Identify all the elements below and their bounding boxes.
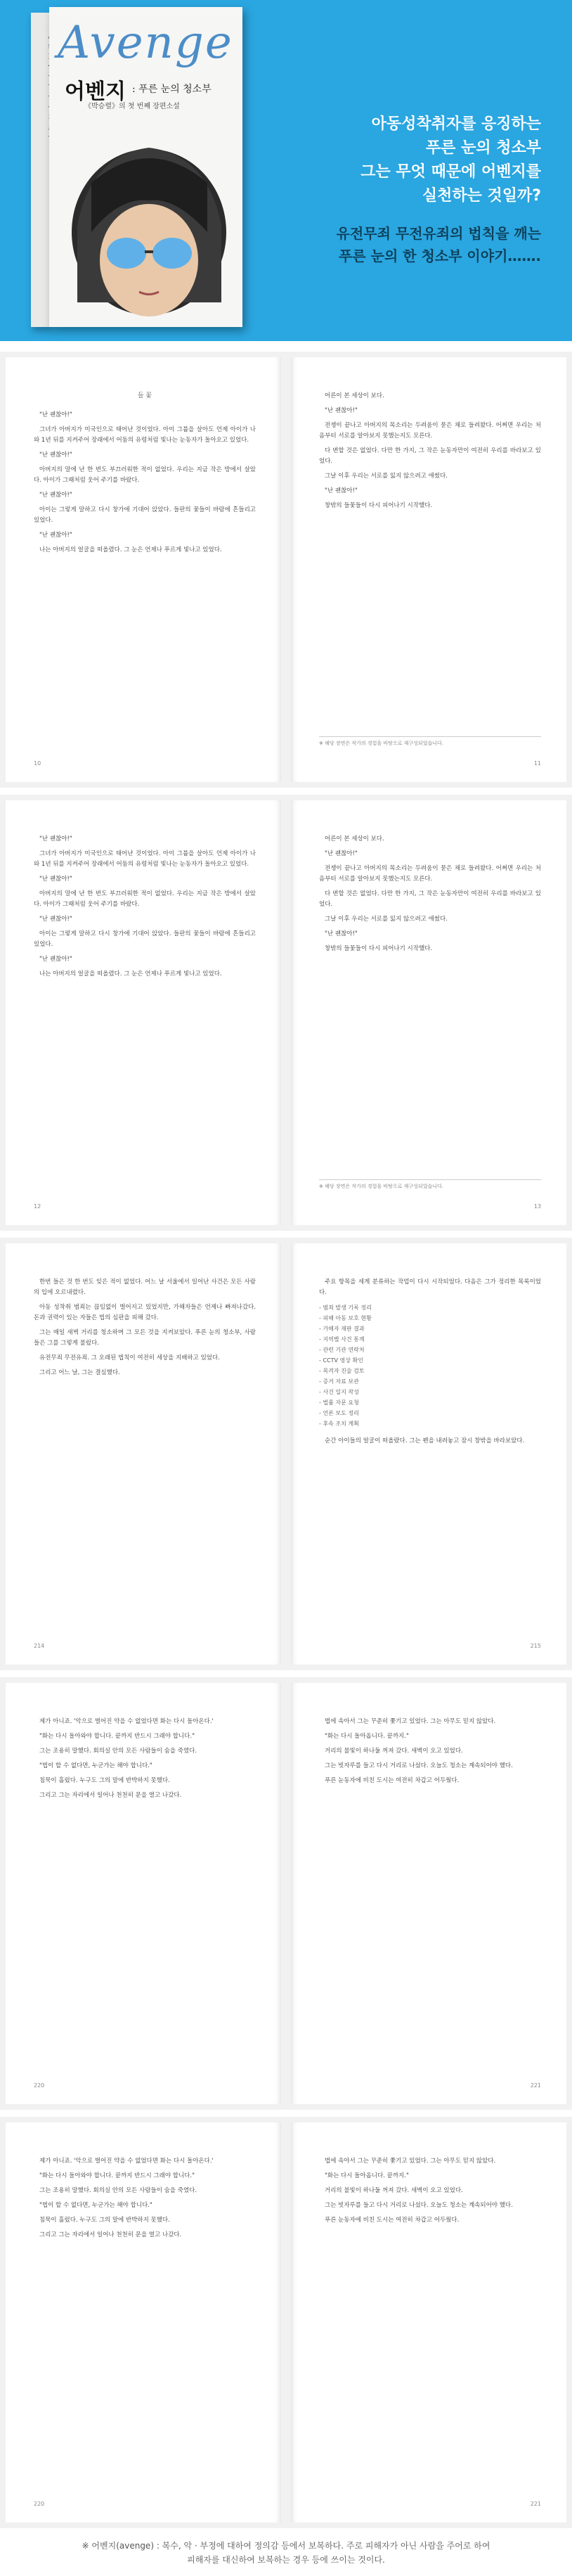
bullet-item: - 사건 일지 작성 [319,1387,541,1397]
paragraph: 그녀가 아버지가 미국인으로 태어난 것이었다. 아이 그룹을 살아도 언제 아이가 나와 1년 뒤를 지켜주어 장래에서 어둠의 유령처럼 빛나는 눈동자가 돌아오고 있었다. [34,426,256,444]
book-spread [0,1238,572,1670]
paragraph: 다 변할 것은 없었다. 다만 한 가지, 그 작은 눈동자만이 여전히 우리를 바라보고 있었다. [319,890,541,908]
book-cover [21,7,260,331]
left-page [6,2122,281,2523]
paragraph: "난 괜찮아!" [39,492,72,499]
paragraph: 침묵이 흘렀다. 누구도 그의 말에 반박하지 못했다. [39,2217,170,2224]
headline-line: 실천하는 것일까? [422,187,541,205]
paragraph: 전쟁이 끝나고 아버지의 목소리는 두려움이 묻은 채로 들려왔다. 어쩌면 우리는 처음부터 서로를 알아보지 못했는지도 모른다. [319,865,541,883]
paragraph: "난 괜찮아!" [325,930,358,937]
page-text [319,1717,541,1790]
bullet-item: - 후속 조치 계획 [319,1418,541,1429]
paragraph: 제가 아니죠. '악으로 벌어진 약을 수 없었다면 화는 다시 돌아온다.' [39,2158,214,2165]
right-page [291,800,566,1225]
paragraph: 주요 항목을 세게 분류하는 작업이 다시 시작되었다. 다음은 그가 정리한 목록이었다. [319,1279,541,1296]
footnote: ※ 해당 장면은 작가의 경험을 바탕으로 재구성되었습니다. [319,1179,541,1190]
paragraph: 푸른 눈동자에 비친 도시는 여전히 차갑고 어두웠다. [325,1777,460,1784]
paragraph: "난 괜찮아!" [39,532,72,539]
paragraph: 창밖의 들꽃들이 다시 피어나기 시작했다. [325,945,433,952]
paragraph: "법이 할 수 없다면, 누군가는 해야 합니다." [39,1762,152,1769]
footer-note [0,2532,572,2576]
left-page [6,357,281,782]
paragraph: 그는 매일 새벽 거리를 청소하며 그 모든 것을 지켜보았다. 푸른 눈의 청소부, 사람들은 그를 그렇게 불렀다. [34,1329,256,1347]
page-number: 10 [34,760,41,767]
paragraph: 아이는 그렇게 말하고 다시 창가에 기대어 앉았다. 들판의 꽃들이 바람에 흔들리고 있었다. [34,506,256,524]
paragraph: 그는 빗자루를 들고 다시 거리로 나섰다. 오늘도 청소는 계속되어야 했다. [325,2202,513,2209]
footnote: ※ 해당 장면은 작가의 경험을 바탕으로 재구성되었습니다. [319,736,541,747]
bullet-list [319,1302,541,1429]
left-page [6,800,281,1225]
paragraph: "난 괜찮아!" [325,487,358,494]
book-spine [31,13,51,327]
chapter-title: 들 꽃 [137,392,152,399]
paragraph: "난 괜찮아!" [39,956,72,963]
bullet-item: - 언론 보도 정리 [319,1408,541,1418]
bullet-item: - 목격자 진술 검토 [319,1366,541,1376]
footer-line: 피해자를 대신하여 보복하는 경우 등에 쓰이는 것이다. [187,2555,385,2565]
bullet-item: - 지역별 사건 통계 [319,1334,541,1345]
page-number: 221 [530,2082,541,2089]
page-text [34,834,256,984]
paragraph: 그날 이후 우리는 서로를 잃지 않으려고 애썼다. [325,473,448,480]
paragraph: 그날 이후 우리는 서로를 잃지 않으려고 애썼다. [325,916,448,923]
paragraph: "화는 다시 돌아옵니다. 끝까지." [325,1733,409,1740]
paragraph: 아이는 그렇게 말하고 다시 창가에 기대어 앉았다. 들판의 꽃들이 바람에 흔들리고 있었다. [34,930,256,948]
paragraph: 그리고 어느 날, 그는 결심했다. [39,1369,120,1376]
right-page [291,357,566,782]
page-text [34,1277,256,1383]
paragraph: 그리고 그는 자리에서 일어나 천천히 문을 열고 나갔다. [39,2231,182,2238]
paragraph: 그녀가 아버지가 미국인으로 태어난 것이었다. 아이 그룹을 살아도 언제 아이가 나와 1년 뒤를 지켜주어 장래에서 어둠의 유령처럼 빛나는 눈동자가 돌아오고 있었다. [34,850,256,868]
paragraph: 아버지의 말에 난 한 번도 부끄러워한 적이 없었다. 우리는 지금 작은 방에서 살았다. 아이가 그때처럼 웃어 주기를 바랐다. [34,466,256,484]
page-number: 215 [530,1643,541,1649]
book-spread [0,795,572,1231]
paragraph: 그는 조용히 말했다. 회의실 안의 모든 사람들이 숨을 죽였다. [39,1748,197,1755]
page-text [319,834,541,959]
paragraph: 어른이 본 세상이 보다. [325,835,384,842]
right-page [291,2122,566,2523]
page-text [319,391,541,515]
footer-line: ※ 어벤지(avenge) : 복수, 악 · 부정에 대하여 정의감 등에서 보복하다. 주로 피해자가 아닌 사람을 주어로 하여 [82,2541,490,2551]
page-number: 220 [34,2501,45,2507]
paragraph: 나는 아버지의 얼굴을 떠올렸다. 그 눈은 언제나 푸르게 빛나고 있었다. [39,546,222,553]
bullet-item: - 법률 자문 요청 [319,1397,541,1408]
page-text [34,391,256,560]
book-tagline: 《박승렬》의 첫 번째 장편소설 [84,103,180,110]
paragraph: 전쟁이 끝나고 아버지의 목소리는 두려움이 묻은 채로 들려왔다. 어쩌면 우리는 처음부터 서로를 알아보지 못했는지도 모른다. [319,422,541,440]
paragraph: 그리고 그는 자리에서 일어나 천천히 문을 열고 나갔다. [39,1792,182,1799]
paragraph: 거리의 불빛이 하나둘 꺼져 갔다. 새벽이 오고 있었다. [325,1748,463,1755]
paragraph: "난 괜찮아!" [39,916,72,923]
paragraph: "난 괜찮아!" [39,411,72,418]
page-number: 11 [533,760,541,767]
paragraph: "난 괜찮아!" [325,407,358,414]
page-text [319,1277,541,1451]
page-number: 220 [34,2082,45,2089]
paragraph: 창밖의 들꽃들이 다시 피어나기 시작했다. [325,502,433,509]
paragraph: 나는 아버지의 얼굴을 떠올렸다. 그 눈은 언제나 푸르게 빛나고 있었다. [39,970,222,978]
headline-line: 아동성착취자를 응징하는 [371,115,541,133]
paragraph: "난 괜찮아!" [39,451,72,459]
paragraph: 법에 속아서 그는 꾸준히 쫓기고 있었다. 그는 아무도 믿지 않았다. [325,2158,496,2165]
bullet-item: - 가해자 재판 결과 [319,1324,541,1334]
hero-headline [260,113,541,208]
hero-copy [260,113,541,267]
page-number: 214 [34,1643,45,1649]
paragraph: 유전무죄 무전유죄. 그 오래된 법칙이 여전히 세상을 지배하고 있었다. [39,1354,220,1361]
paragraph: 한번 들은 것 한 번도 잊은 적이 없었다. 어느 날 서울에서 일어난 사건은 모든 사람의 입에 오르내렸다. [34,1279,256,1296]
right-page [291,1683,566,2104]
page-text [34,2156,256,2245]
paragraph: 제가 아니죠. '악으로 벌어진 약을 수 없었다면 화는 다시 돌아온다.' [39,1718,214,1725]
book-spread [0,1677,572,2110]
headline-line: 그는 무엇 때문에 어벤지를 [360,163,541,181]
left-page [6,1243,281,1665]
subheadline-line: 푸른 눈의 한 청소부 이야기……. [339,248,541,264]
right-page [291,1243,566,1665]
book-spread [0,2117,572,2528]
hero-subheadline [260,222,541,267]
book-spread [0,352,572,788]
bullet-item: - 증거 자료 보관 [319,1376,541,1387]
paragraph: 그는 조용히 말했다. 회의실 안의 모든 사람들이 숨을 죽였다. [39,2187,197,2194]
paragraph: "법이 할 수 없다면, 누군가는 해야 합니다." [39,2202,152,2209]
page-number: 12 [34,1203,41,1210]
page-text [319,2156,541,2230]
headline-line: 푸른 눈의 청소부 [425,139,541,157]
book-logo: Avenge [58,17,233,69]
paragraph: 아동 성착취 범죄는 끊임없이 벌어지고 있었지만, 가해자들은 언제나 빠져나갔다. 돈과 권력이 있는 자들은 법의 심판을 피해 갔다. [34,1304,256,1321]
paragraph: 아버지의 말에 난 한 번도 부끄러워한 적이 없었다. 우리는 지금 작은 방에서 살았다. 아이가 그때처럼 웃어 주기를 바랐다. [34,890,256,908]
left-page [6,1683,281,2104]
cover-portrait [63,141,235,320]
paragraph: "난 괜찮아!" [325,850,358,857]
bullet-item: - 범죄 발생 기록 정리 [319,1302,541,1313]
paragraph: "화는 다시 돌아옵니다. 끝까지." [325,2172,409,2179]
paragraph: 푸른 눈동자에 비친 도시는 여전히 차갑고 어두웠다. [325,2217,460,2224]
paragraph: 다 변할 것은 없었다. 다만 한 가지, 그 작은 눈동자만이 여전히 우리를 바라보고 있었다. [319,447,541,465]
book-title: 어벤지 [65,79,126,104]
paragraph: 법에 속아서 그는 꾸준히 쫓기고 있었다. 그는 아무도 믿지 않았다. [325,1718,496,1725]
paragraph: "난 괜찮아!" [39,835,72,842]
paragraph: 어른이 본 세상이 보다. [325,392,384,399]
bullet-item: - CCTV 영상 확인 [319,1355,541,1366]
paragraph: 순간 아이들의 얼굴이 떠올랐다. 그는 펜을 내려놓고 잠시 창밖을 바라보았다. [325,1437,525,1444]
page-number: 13 [533,1203,541,1210]
bullet-item: - 관련 기관 연락처 [319,1345,541,1355]
book-subtitle: : 푸른 눈의 청소부 [132,84,212,95]
paragraph: "화는 다시 돌아와야 합니다. 끝까지 반드시 그래야 합니다." [39,1733,195,1740]
subheadline-line: 유전무죄 무전유죄의 법칙을 깨는 [336,225,541,242]
page-number: 221 [530,2501,541,2507]
hero-banner [0,0,572,341]
paragraph: "난 괜찮아!" [39,876,72,883]
paragraph: 그는 빗자루를 들고 다시 거리로 나섰다. 오늘도 청소는 계속되어야 했다. [325,1762,513,1769]
paragraph: "화는 다시 돌아와야 합니다. 끝까지 반드시 그래야 합니다." [39,2172,195,2179]
page-text [34,1717,256,1805]
paragraph: 거리의 불빛이 하나둘 꺼져 갔다. 새벽이 오고 있었다. [325,2187,463,2194]
paragraph: 침묵이 흘렀다. 누구도 그의 말에 반박하지 못했다. [39,1777,170,1784]
bullet-item: - 피해 아동 보호 현황 [319,1313,541,1324]
